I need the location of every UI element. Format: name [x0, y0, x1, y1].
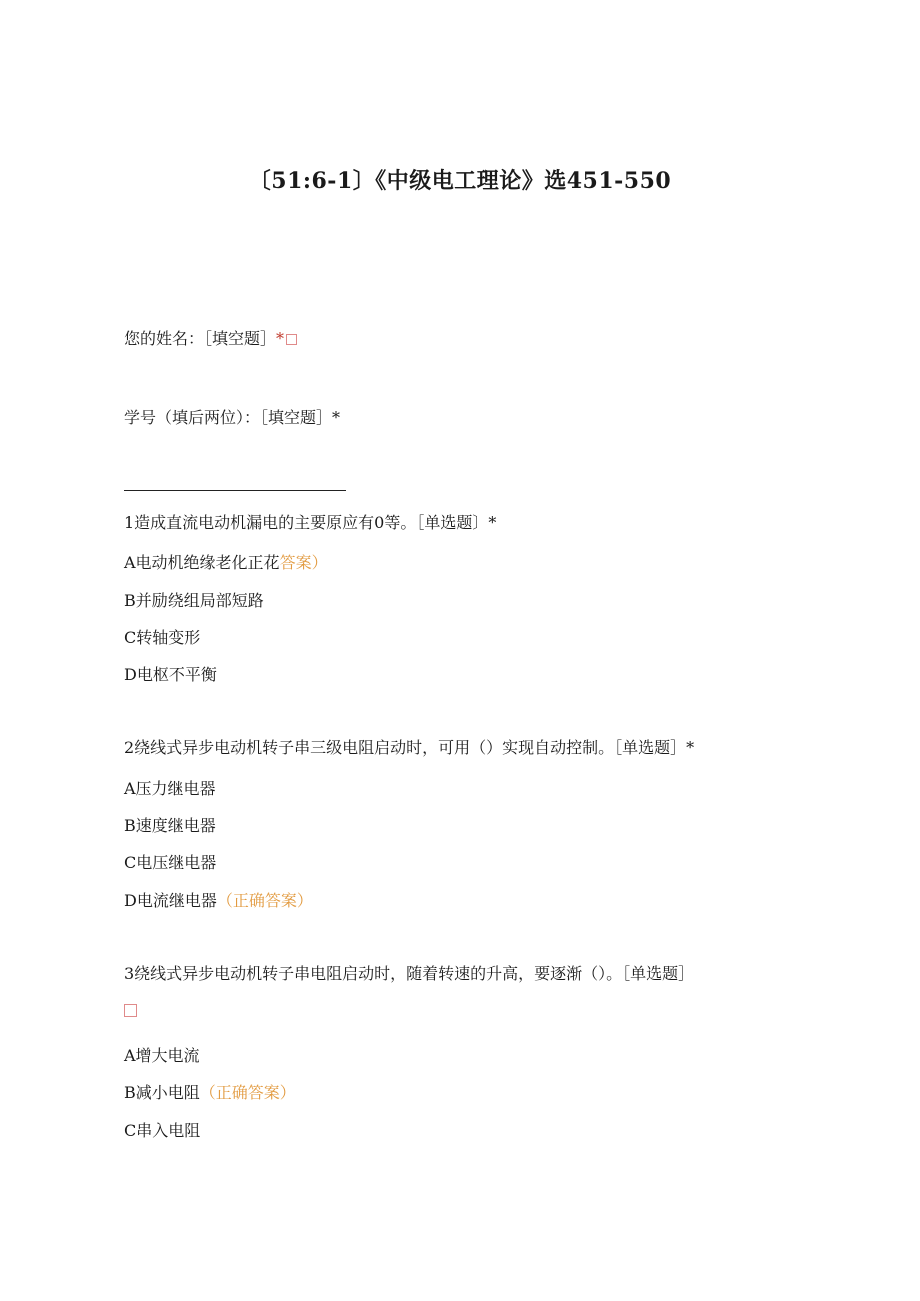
- question-3-placeholder: [124, 1001, 137, 1020]
- section-divider: [124, 490, 346, 491]
- question-2-option-c: [124, 850, 216, 873]
- answer-marker: （正确答案）: [199, 1083, 296, 1102]
- question-1-option-d: [124, 662, 217, 685]
- option-text: B速度继电器: [124, 816, 216, 835]
- question-1-option-b: [124, 588, 264, 611]
- question-1-text: 1造成直流电动机漏电的主要原应有0等。［单选题〕*: [124, 513, 497, 532]
- option-text: D电枢不平衡: [124, 665, 217, 684]
- student-id-field-label: [124, 405, 340, 428]
- option-text: C串入电阻: [124, 1121, 201, 1140]
- answer-marker: （正确答案）: [216, 891, 313, 910]
- option-text: B减小电阻: [124, 1083, 200, 1102]
- answer-marker: 答案）: [279, 553, 328, 572]
- question-3-option-a: [124, 1043, 200, 1066]
- option-text: D电流继电器: [124, 891, 217, 910]
- checkbox-placeholder-icon: [286, 334, 297, 345]
- student-id-field-text: 学号（填后两位）：［填空题］: [124, 408, 333, 427]
- document-title: 〔51:6-1〕《中级电工理论》选451-550: [248, 168, 672, 194]
- name-field-label: [124, 326, 297, 349]
- question-1-option-c: [124, 625, 200, 648]
- option-text: A电动机绝缘老化正花: [124, 553, 280, 572]
- question-2-option-d: [124, 888, 313, 911]
- required-marker: *: [332, 408, 341, 427]
- option-text: A增大电流: [124, 1046, 200, 1065]
- option-text: B并励绕组局部短路: [124, 591, 264, 610]
- question-3-option-c: [124, 1118, 200, 1141]
- question-2-text: 2绕线式异步电动机转子串三级电阻启动时，可用（）实现自动控制。［单选题］*: [124, 738, 695, 757]
- option-text: C转轴变形: [124, 628, 201, 647]
- required-marker: *: [276, 329, 285, 348]
- option-text: C电压继电器: [124, 853, 217, 872]
- checkbox-placeholder-icon: [124, 1004, 137, 1017]
- question-1-option-a: [124, 550, 328, 573]
- name-field-text: 您的姓名：［填空题］: [124, 329, 277, 348]
- option-text: A压力继电器: [124, 779, 216, 798]
- question-2-option-a: [124, 776, 216, 799]
- question-2-option-b: [124, 813, 216, 836]
- question-3-option-b: [124, 1080, 296, 1103]
- question-3-text: 3绕线式异步电动机转子串电阻启动时，随着转速的升高，要逐渐（）。［单选题］: [124, 964, 695, 983]
